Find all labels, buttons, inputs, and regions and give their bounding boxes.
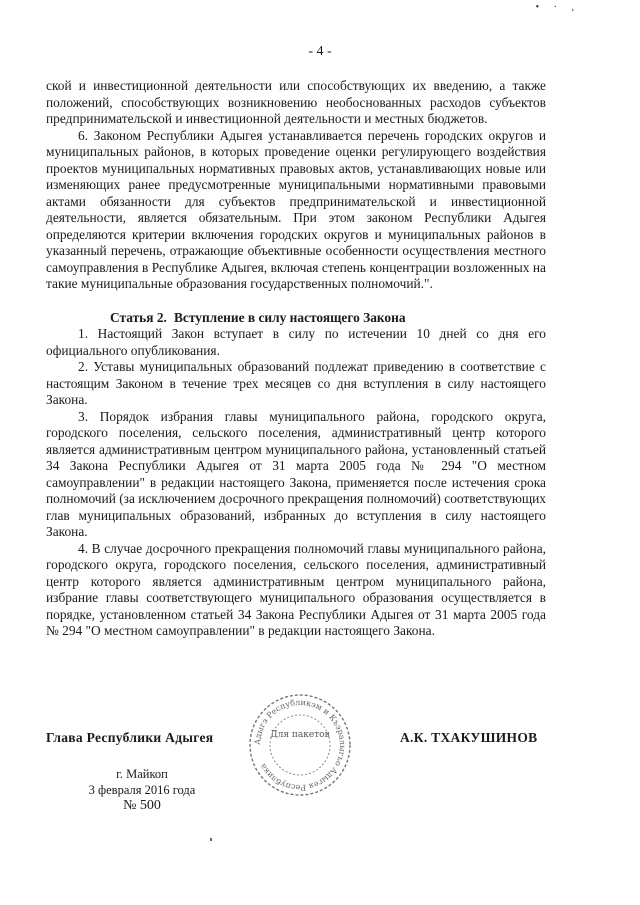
- paragraph-continuation: ской и инвестиционной деятельности или способствующих их введению, а также положений, способствующих возникновению необоснованных расходов субъектов предпринимательской и инвестиционной деятельности и местных бюджетов.: [46, 78, 546, 126]
- stamp-ring-text: Адыгэ Республикэм и Къэралыгъо Адыгея Республика: [252, 697, 348, 793]
- scan-dot: [210, 838, 212, 841]
- law-number: № 500: [123, 798, 161, 813]
- stamp-icon: [240, 690, 360, 800]
- city: г. Майкоп: [116, 767, 168, 781]
- article-item-1: 1. Настоящий Закон вступает в силу по истечении 10 дней со дня его официального опубликования.: [46, 326, 546, 358]
- paragraph-6: 6. Законом Республики Адыгея устанавливается перечень городских округов и муниципальных районов, в которых проведение оценки регулирующего воздействия проектов муниципальных нормативных правовых актов, устанавливающих новые или изменяющих ранее предусмотренные муниципальными нормативными правовыми актами обязанности для субъектов предпринимательской и инвестиционной деятельности, является обязательным. При этом законом Республики Адыгея определяются критерии включения городских округов и муниципальных районов в указанный перечень, отражающие объективные особенности осуществления местного самоуправления в Республике Адыгея, включая степень концентрации возложенных на такие муниципальные образования государственных полномочий.".: [46, 127, 546, 291]
- stamp-center-text: Для пакетов: [270, 730, 330, 740]
- article-title: Вступление в силу настоящего Закона: [174, 309, 406, 325]
- signatory-position: Глава Республики Адыгея: [46, 730, 214, 745]
- article-number: Статья 2.: [110, 309, 167, 325]
- page-number: - 4 -: [308, 44, 332, 59]
- signatory-name: А.К. ТХАКУШИНОВ: [400, 730, 538, 745]
- date: 3 февраля 2016 года: [88, 783, 196, 797]
- scan-artifact: • · ,: [535, 2, 580, 13]
- svg-text:Адыгэ Республикэм и Къэралыгъо: [253, 698, 347, 792]
- article-item-3: 3. Порядок избрания главы муниципального района, городского округа, городского поселения, сельского поселения, административный центр которого является административным центром муниципального района, установленный статьей 34 Закона Республики Адыгея от 31 марта 2005 года № 294 "О местном самоуправлении" в редакции настоящего Закона, применяется после истечения срока полномочий (за исключением досрочного прекращения полномочий) соответствующих глав муниципальных образований, избранных до вступления в силу настоящего Закона.: [46, 408, 546, 539]
- body-text: [46, 78, 546, 640]
- article-heading: [46, 310, 546, 327]
- place-date-block: [82, 766, 202, 814]
- article-item-2: 2. Уставы муниципальных образований подлежат приведению в соответствие с настоящим Законом в течение трех месяцев со дня вступления в силу настоящего Закона.: [46, 359, 546, 407]
- official-stamp: [240, 690, 360, 800]
- article-item-4: 4. В случае досрочного прекращения полномочий главы муниципального района, городского округа, городского поселения, сельского поселения, административный центр которого является административным центром муниципального района, избрание главы соответствующего муниципального образования осуществляется в порядке, установленном статьей 34 Закона Республики Адыгея от 31 марта 2005 года № 294 "О местном самоуправлении" в редакции настоящего Закона.: [46, 540, 546, 638]
